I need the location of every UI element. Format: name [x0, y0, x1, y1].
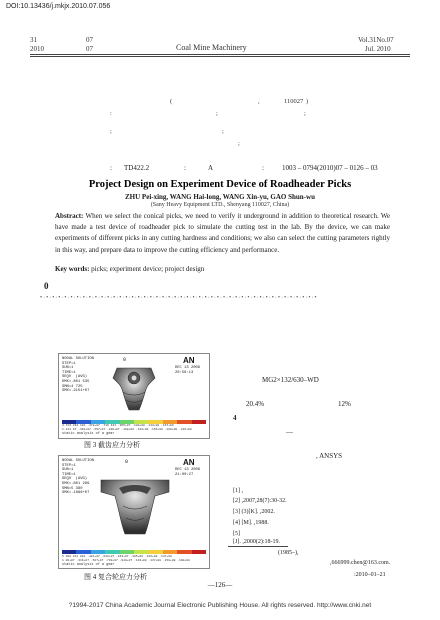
figure-4 [58, 455, 210, 569]
copyright-footer: ?1994-2017 China Academic Journal Electronic Publishing House. All rights reserved. http://www.cnki.net [68, 602, 372, 609]
affil-comma: , [258, 98, 260, 105]
percent-value-1: 20.4% [246, 400, 265, 408]
journal-name: Coal Mine Machinery [176, 43, 247, 52]
figure-3-date: DEC 13 2009 20:56:13 [175, 366, 201, 375]
author-email: ,666999.chen@163.com. [330, 560, 391, 566]
colorbar-swatch-8 [163, 550, 177, 554]
figure-3-ansys-logo: AN [183, 356, 195, 365]
colorbar-swatch-7 [148, 550, 162, 554]
figure-4-caption: 图 4 复合轮应力分析 [84, 573, 147, 581]
figure-3-material-note: static analysis of a gear [62, 432, 115, 436]
affil-punct-4: ; [110, 128, 112, 135]
abstract-label: Abstract: [55, 212, 84, 220]
abstract [55, 211, 390, 256]
affil-paren-close: ) [306, 98, 309, 105]
doc-code: A [208, 164, 214, 172]
clc-number: TD422.2 [124, 164, 150, 172]
header-year-left: 2010 [30, 45, 44, 53]
header-date-right: Jul. 2010 [365, 45, 391, 53]
affil-paren-open: ( [170, 98, 173, 105]
section-4-heading: 4 [233, 414, 237, 422]
dash-mark: — [286, 428, 293, 436]
header-issue2-left: 07 [86, 45, 93, 53]
doc-code-prefix: : [184, 164, 186, 172]
reference-5: [5] [233, 531, 240, 537]
paper-title: Project Design on Experiment Device of Roadheader Picks [88, 179, 352, 190]
colorbar-swatch-4 [105, 550, 119, 554]
affil-postcode: 110027 [284, 98, 304, 105]
figure-3-colorbar-low-labels: 4.723 263 101 .478+07 .719 434 .955+07 .120+08 .143+08 .167+08 [62, 424, 174, 427]
dotted-separator: •·•·•·•·•·•·•·•·•·•·•·•·•·•·•·•·•·•·•·•·•·•·•·•·•·•·•·•·•·•·•·•·•·•·•·•·•·•·•·•·•·•·•·•·•·• [40, 295, 318, 301]
colorbar-swatch-9 [177, 420, 191, 424]
affil-punct-6: ; [238, 140, 240, 147]
figure-4-marker: 0 [125, 459, 129, 465]
affil-punct-1: : [110, 110, 112, 117]
doi-line: DOI:10.13436/j.mkjx.2010.07.056 [6, 3, 111, 10]
affil-punct-3: ; [304, 110, 306, 117]
colorbar-swatch-10 [192, 550, 206, 554]
colorbar-swatch-1 [62, 550, 76, 554]
affil-punct-2: ; [216, 110, 218, 117]
colorbar-swatch-10 [192, 420, 206, 424]
figure-3-marker: 0 [123, 357, 127, 363]
page-number: —126— [207, 581, 233, 589]
clc-prefix: : [110, 164, 112, 172]
received-date: :2010–01–21 [354, 572, 386, 578]
figure-4-solution-panel: NODAL SOLUTION STEP=1 SUB=1 TIME=1 SEQV (AVG) DMX=.801 289 SMN=5 380 SMX=.1896+07 [62, 459, 94, 496]
figure-4-gear-stress-plot [97, 470, 173, 540]
reference-2: [2] ,2007,28(7):30-32. [233, 498, 287, 504]
ansys-mention: , ANSYS [316, 452, 343, 460]
colorbar-swatch-2 [76, 550, 90, 554]
header-rule [30, 54, 410, 55]
percent-value-2: 12% [338, 400, 351, 408]
figure-4-colorbar-high-labels: 1 06+07 .316+07 .527+07 .738+07 .948+07 .116+08 .137+08 .158+08 .190+08 [62, 559, 190, 562]
author-note: (1985–), [278, 550, 299, 556]
reference-1: [1] , [233, 488, 243, 494]
section-0-heading: 0 [44, 281, 49, 291]
header-volume-left: 31 [30, 36, 37, 44]
header-rule-2 [30, 56, 410, 57]
figure-4-colorbar-low-labels: 5 380 211 001 .421+07 .632+07 .843+07 .105+08 .126+08 .147+08 [62, 555, 172, 558]
colorbar-swatch-6 [134, 550, 148, 554]
article-id-prefix: : [262, 164, 264, 172]
colorbar-swatch-9 [177, 550, 191, 554]
figure-3-caption: 图 3 截齿应力分析 [84, 441, 140, 449]
figure-4-colorbar [62, 550, 206, 554]
reference-5-cont: [J]. ,2000(2):18-19. [233, 539, 280, 545]
figure-4-ansys-logo: AN [183, 458, 195, 467]
affil-punct-5: ; [222, 128, 224, 135]
keywords-text: picks; experiment device; project design [91, 265, 205, 273]
figure-3 [58, 353, 210, 439]
colorbar-swatch-5 [120, 550, 134, 554]
article-id: 1003 – 0794(2010)07 – 0126 – 03 [282, 164, 378, 172]
reference-3: [3] (3)[K]. ,2002. [233, 509, 275, 515]
header-volume-right: Vol.31No.07 [358, 36, 394, 44]
reference-4: [4] [M]. ,1988. [233, 520, 269, 526]
keywords [55, 265, 390, 273]
keywords-label: Key words: [55, 265, 90, 273]
figure-3-colorbar-high-labels: 1.141 07 .391+07 .597+07 .836+07 .108+08 .132+08 .156+08 .180+08 .215+08 [62, 428, 192, 431]
machine-model: MG2×132/630–WD [262, 376, 319, 384]
abstract-text: When we select the conical picks, we need to verify it underground in addition to theoretical research. We have made a test device of roadheader pick to simulate the cutting test in the lab. By the device, we can make experiments of different picks in any cutting hardness and conditions; we also can select the cutting parameters rightly in this way, and prepare data to improve the cutting efficiency and performance. [55, 212, 390, 254]
colorbar-swatch-3 [91, 550, 105, 554]
figure-3-gear-stress-plot [99, 362, 169, 420]
paper-authors: ZHU Pei-xing, WANG Hai-long, WANG Xin-yu, GAO Shun-wu [125, 193, 315, 201]
figure-3-solution-panel: NODAL SOLUTION STEP=1 SUB=1 TIME=1 SEQV (AVG) DMX=.801 535 SMN=4 725 SMX=.2151+07 [62, 357, 94, 394]
figure-4-date: DEC 13 2009 21:00:27 [175, 468, 201, 477]
paper-affiliation: (Sany Heavy Equipment LTD., Shenyang 110027, China) [150, 202, 290, 208]
header-issue-left: 07 [86, 36, 93, 44]
footnote-rule [228, 546, 288, 547]
figure-4-material-note: static analysis of a gear [62, 563, 115, 567]
